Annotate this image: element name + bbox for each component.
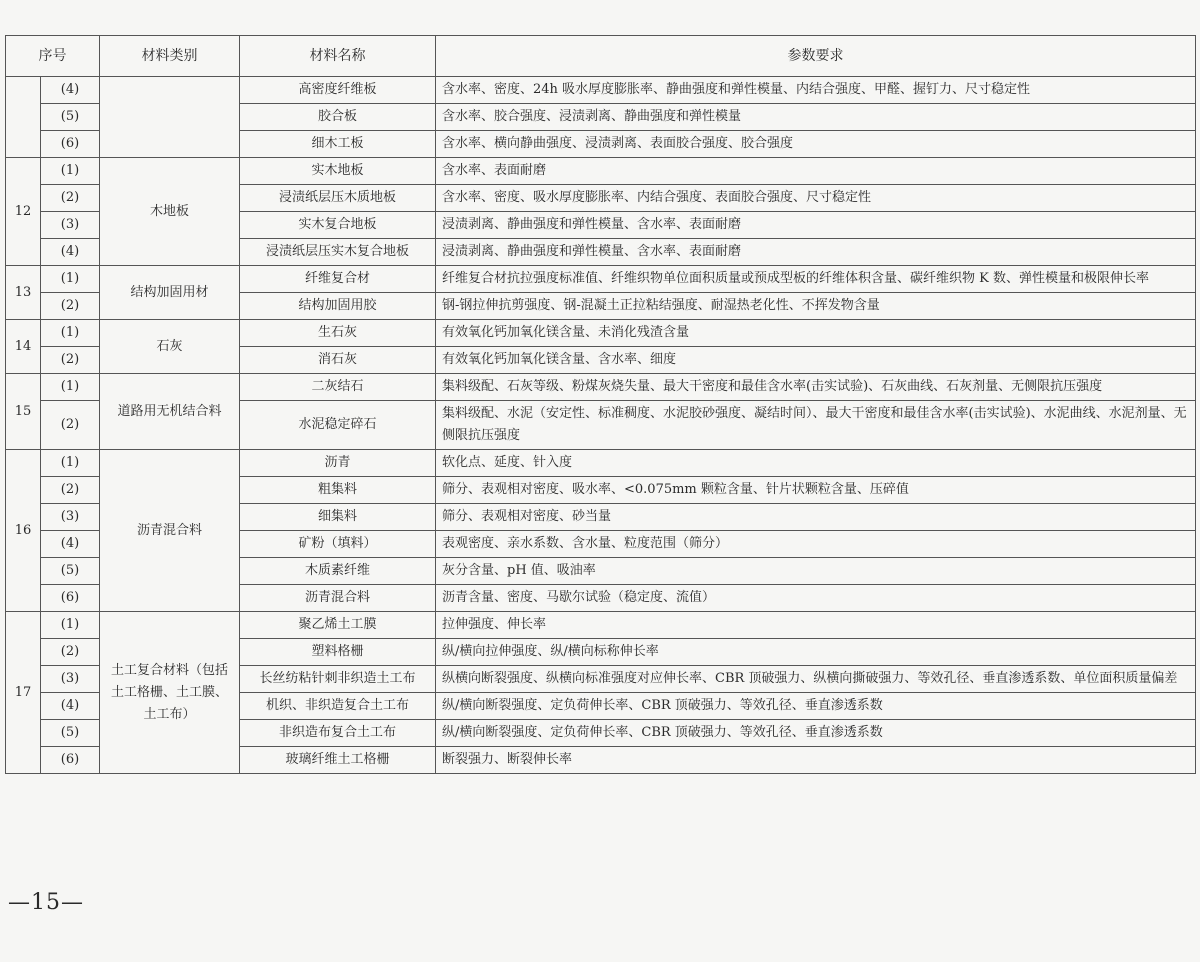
parameter-requirements: 含水率、密度、24h 吸水厚度膨胀率、静曲强度和弹性模量、内结合强度、甲醛、握钉力、尺寸稳定性 xyxy=(436,77,1196,104)
parameter-requirements: 有效氧化钙加氧化镁含量、未消化残渣含量 xyxy=(436,320,1196,347)
materials-parameter-table xyxy=(5,35,1196,774)
sub-number: (3) xyxy=(41,504,100,531)
category-cell xyxy=(100,77,240,158)
parameter-requirements: 拉伸强度、伸长率 xyxy=(436,612,1196,639)
sub-number: (5) xyxy=(41,558,100,585)
material-name: 浸渍纸层压木质地板 xyxy=(240,185,436,212)
table-row xyxy=(6,320,1196,347)
material-name: 浸渍纸层压实木复合地板 xyxy=(240,239,436,266)
parameter-requirements: 钢-钢拉伸抗剪强度、钢-混凝土正拉粘结强度、耐湿热老化性、不挥发物含量 xyxy=(436,293,1196,320)
sub-number: (4) xyxy=(41,239,100,266)
material-name: 机织、非织造复合土工布 xyxy=(240,693,436,720)
sub-number: (4) xyxy=(41,531,100,558)
parameter-requirements: 断裂强力、断裂伸长率 xyxy=(436,747,1196,774)
sub-number: (2) xyxy=(41,401,100,450)
table-row xyxy=(6,450,1196,477)
parameter-requirements: 含水率、胶合强度、浸渍剥离、静曲强度和弹性模量 xyxy=(436,104,1196,131)
header-params: 参数要求 xyxy=(436,36,1196,77)
group-seq-cell: 13 xyxy=(6,266,41,320)
category-cell: 木地板 xyxy=(100,158,240,266)
parameter-requirements: 集料级配、石灰等级、粉煤灰烧失量、最大干密度和最佳含水率(击实试验)、石灰曲线、石灰剂量、无侧限抗压强度 xyxy=(436,374,1196,401)
parameter-requirements: 纵横向断裂强度、纵横向标准强度对应伸长率、CBR 顶破强力、纵横向撕破强力、等效孔径、垂直渗透系数、单位面积质量偏差 xyxy=(436,666,1196,693)
parameter-requirements: 表观密度、亲水系数、含水量、粒度范围（筛分） xyxy=(436,531,1196,558)
sub-number: (1) xyxy=(41,158,100,185)
sub-number: (1) xyxy=(41,374,100,401)
sub-number: (1) xyxy=(41,266,100,293)
parameter-requirements: 软化点、延度、针入度 xyxy=(436,450,1196,477)
material-name: 沥青 xyxy=(240,450,436,477)
sub-number: (2) xyxy=(41,293,100,320)
parameter-requirements: 筛分、表观相对密度、砂当量 xyxy=(436,504,1196,531)
sub-number: (2) xyxy=(41,477,100,504)
material-name: 非织造布复合土工布 xyxy=(240,720,436,747)
material-name: 二灰结石 xyxy=(240,374,436,401)
parameter-requirements: 含水率、表面耐磨 xyxy=(436,158,1196,185)
sub-number: (4) xyxy=(41,77,100,104)
material-name: 消石灰 xyxy=(240,347,436,374)
sub-number: (2) xyxy=(41,347,100,374)
material-name: 玻璃纤维土工格栅 xyxy=(240,747,436,774)
parameter-requirements: 纵/横向断裂强度、定负荷伸长率、CBR 顶破强力、等效孔径、垂直渗透系数 xyxy=(436,720,1196,747)
sub-number: (3) xyxy=(41,666,100,693)
material-name: 粗集料 xyxy=(240,477,436,504)
table-header-row xyxy=(6,36,1196,77)
table-row xyxy=(6,374,1196,401)
material-name: 长丝纺粘针刺非织造土工布 xyxy=(240,666,436,693)
group-seq-cell: 16 xyxy=(6,450,41,612)
header-seq: 序号 xyxy=(6,36,100,77)
sub-number: (2) xyxy=(41,639,100,666)
parameter-requirements: 纵/横向断裂强度、定负荷伸长率、CBR 顶破强力、等效孔径、垂直渗透系数 xyxy=(436,693,1196,720)
group-seq-cell xyxy=(6,77,41,158)
parameter-requirements: 浸渍剥离、静曲强度和弹性模量、含水率、表面耐磨 xyxy=(436,239,1196,266)
material-name: 水泥稳定碎石 xyxy=(240,401,436,450)
sub-number: (3) xyxy=(41,212,100,239)
sub-number: (2) xyxy=(41,185,100,212)
group-seq-cell: 17 xyxy=(6,612,41,774)
sub-number: (1) xyxy=(41,450,100,477)
header-category: 材料类别 xyxy=(100,36,240,77)
table-row xyxy=(6,158,1196,185)
sub-number: (6) xyxy=(41,747,100,774)
parameter-requirements: 有效氧化钙加氧化镁含量、含水率、细度 xyxy=(436,347,1196,374)
material-name: 沥青混合料 xyxy=(240,585,436,612)
parameter-requirements: 沥青含量、密度、马歇尔试验（稳定度、流值） xyxy=(436,585,1196,612)
material-name: 纤维复合材 xyxy=(240,266,436,293)
material-name: 矿粉（填料） xyxy=(240,531,436,558)
parameter-requirements: 集料级配、水泥（安定性、标准稠度、水泥胶砂强度、凝结时间）、最大干密度和最佳含水率(击实试验)、水泥曲线、水泥剂量、无侧限抗压强度 xyxy=(436,401,1196,450)
sub-number: (5) xyxy=(41,720,100,747)
material-name: 木质素纤维 xyxy=(240,558,436,585)
table-row xyxy=(6,77,1196,104)
sub-number: (5) xyxy=(41,104,100,131)
sub-number: (6) xyxy=(41,131,100,158)
parameter-requirements: 筛分、表观相对密度、吸水率、<0.075mm 颗粒含量、针片状颗粒含量、压碎值 xyxy=(436,477,1196,504)
group-seq-cell: 15 xyxy=(6,374,41,450)
material-name: 胶合板 xyxy=(240,104,436,131)
material-name: 生石灰 xyxy=(240,320,436,347)
material-name: 塑料格栅 xyxy=(240,639,436,666)
material-name: 高密度纤维板 xyxy=(240,77,436,104)
table-row xyxy=(6,266,1196,293)
group-seq-cell: 12 xyxy=(6,158,41,266)
table-row xyxy=(6,612,1196,639)
material-name: 聚乙烯土工膜 xyxy=(240,612,436,639)
category-cell: 沥青混合料 xyxy=(100,450,240,612)
parameter-requirements: 含水率、密度、吸水厚度膨胀率、内结合强度、表面胶合强度、尺寸稳定性 xyxy=(436,185,1196,212)
header-name: 材料名称 xyxy=(240,36,436,77)
parameter-requirements: 纤维复合材抗拉强度标准值、纤维织物单位面积质量或预成型板的纤维体积含量、碳纤维织物 K 数、弹性模量和极限伸长率 xyxy=(436,266,1196,293)
category-cell: 石灰 xyxy=(100,320,240,374)
sub-number: (6) xyxy=(41,585,100,612)
sub-number: (1) xyxy=(41,612,100,639)
parameter-requirements: 灰分含量、pH 值、吸油率 xyxy=(436,558,1196,585)
group-seq-cell: 14 xyxy=(6,320,41,374)
material-name: 实木地板 xyxy=(240,158,436,185)
category-cell: 道路用无机结合料 xyxy=(100,374,240,450)
material-name: 实木复合地板 xyxy=(240,212,436,239)
parameter-requirements: 含水率、横向静曲强度、浸渍剥离、表面胶合强度、胶合强度 xyxy=(436,131,1196,158)
sub-number: (4) xyxy=(41,693,100,720)
page-number: —15— xyxy=(8,890,84,915)
material-name: 结构加固用胶 xyxy=(240,293,436,320)
material-name: 细集料 xyxy=(240,504,436,531)
material-name: 细木工板 xyxy=(240,131,436,158)
parameter-requirements: 浸渍剥离、静曲强度和弹性模量、含水率、表面耐磨 xyxy=(436,212,1196,239)
parameter-requirements: 纵/横向拉伸强度、纵/横向标称伸长率 xyxy=(436,639,1196,666)
category-cell: 土工复合材料（包括土工格栅、土工膜、土工布） xyxy=(100,612,240,774)
category-cell: 结构加固用材 xyxy=(100,266,240,320)
sub-number: (1) xyxy=(41,320,100,347)
